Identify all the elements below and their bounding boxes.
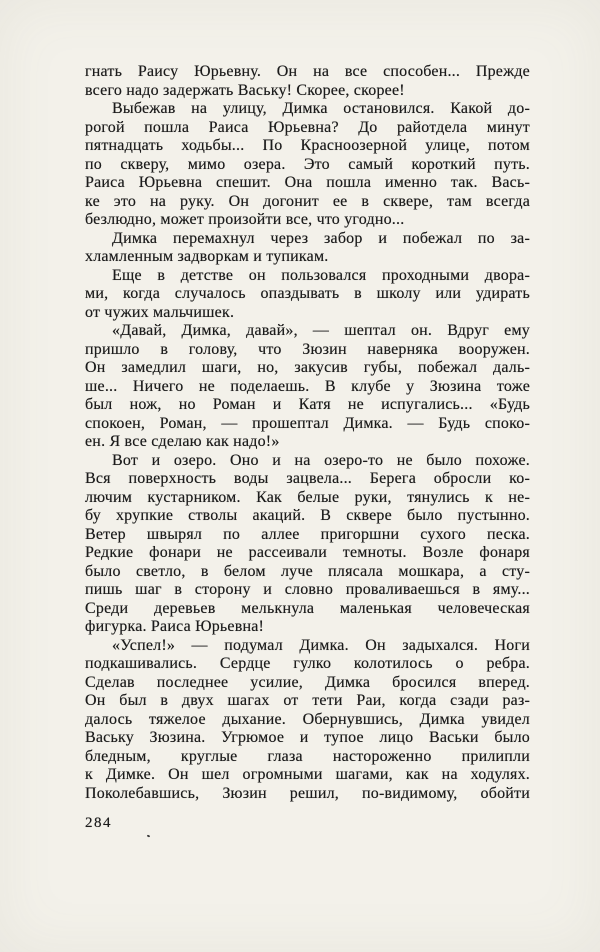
text-line: Редкие фонари не рассеивали темноты. Возле фонаря bbox=[85, 544, 530, 561]
page-number: 284 bbox=[85, 815, 112, 831]
text-line: пятнадцать ходьбы... По Красноозерной улице, потом bbox=[85, 137, 530, 154]
text-line: подкашивались. Сердце гулко колотилось о ребра. bbox=[85, 655, 530, 672]
text-line: бледным, круглые глаза настороженно прилипли bbox=[85, 747, 530, 765]
text-line: было светло, в белом луче плясала мошкара, а сту- bbox=[85, 562, 530, 580]
text-line: всего надо задержать Ваську! Скорее, скорее! bbox=[85, 81, 405, 99]
text-line: пишь шаг в сторону и словно проваливаешься в яму... bbox=[85, 581, 530, 598]
text-line: по скверу, мимо озера. Это самый короткий путь. bbox=[85, 155, 530, 173]
text-line: далось тяжелое дыхание. Обернувшись, Димка увидел bbox=[85, 710, 530, 728]
text-line: ен. Я все сделаю как надо!» bbox=[85, 433, 280, 450]
text-line: Раиса Юрьевна спешит. Она пошла именно так. Вась- bbox=[85, 174, 530, 191]
text-line: безлюдно, может произойти все, что угодно... bbox=[85, 211, 405, 228]
text-line: Вся поверхность воды зацвела... Берега обросли ко- bbox=[85, 470, 530, 487]
text-line: ми, когда случалось опаздывать в школу или удирать bbox=[85, 285, 530, 302]
text-line: Вот и озеро. Оно и на озеро-то не было похоже. bbox=[112, 451, 530, 469]
text-line: Еще в детстве он пользовался проходными двора- bbox=[112, 266, 530, 284]
text-line: рогой пошла Раиса Юрьевна? До райотдела минут bbox=[85, 118, 530, 136]
text-line: Выбежав на улицу, Димка остановился. Какой до- bbox=[112, 100, 530, 117]
text-line: спокоен, Роман, — прошептал Димка. — Будь споко- bbox=[85, 414, 530, 432]
text-line: ше... Ничего не поделаешь. В клубе у Зюзина тоже bbox=[85, 377, 530, 395]
text-line: к Димке. Он шел огромными шагами, как на ходулях. bbox=[85, 766, 530, 783]
text-line: Ваську Зюзина. Угрюмое и тупое лицо Васьки было bbox=[85, 729, 530, 746]
text-block bbox=[85, 63, 530, 803]
text-line: Поколебавшись, Зюзин решил, по-видимому, обойти bbox=[85, 784, 530, 802]
text-line: «Успел!» — подумал Димка. Он задыхался. Ноги bbox=[112, 636, 530, 654]
text-line: «Давай, Димка, давай», — шептал он. Вдруг ему bbox=[112, 322, 530, 339]
text-line: Ветер швырял по аллее пригоршни сухого песка. bbox=[85, 525, 530, 543]
text-line: был нож, но Роман и Катя не испугались... «Будь bbox=[85, 396, 530, 413]
text-line: ке это на руку. Он догонит ее в сквере, там всегда bbox=[85, 192, 530, 210]
text-line: Димка перемахнул через забор и побежал по за- bbox=[112, 229, 530, 247]
text-line: от чужих мальчишек. bbox=[85, 303, 235, 321]
text-line: хламленным задворкам и тупикам. bbox=[85, 248, 329, 265]
text-line: Среди деревьев мелькнула маленькая человеческая bbox=[85, 599, 530, 617]
text-line: Он замедлил шаги, но, закусив губы, побежал даль- bbox=[85, 359, 530, 376]
text-line: бу хрупкие стволы акаций. В сквере было пустынно. bbox=[85, 507, 530, 524]
text-line: лючим кустарником. Как белые руки, тянулись к не- bbox=[85, 488, 530, 506]
text-line: Он был в двух шагах от тети Раи, когда сзади раз- bbox=[85, 692, 530, 709]
text-line: пришло в голову, что Зюзин наверняка вооружен. bbox=[85, 340, 530, 358]
text-line: гнать Раису Юрьевну. Он на все способен... Прежде bbox=[85, 63, 530, 80]
text-line: Сделав последнее усилие, Димка бросился вперед. bbox=[85, 673, 530, 691]
text-line: фигурка. Раиса Юрьевна! bbox=[85, 618, 265, 635]
ink-speck bbox=[147, 834, 151, 837]
